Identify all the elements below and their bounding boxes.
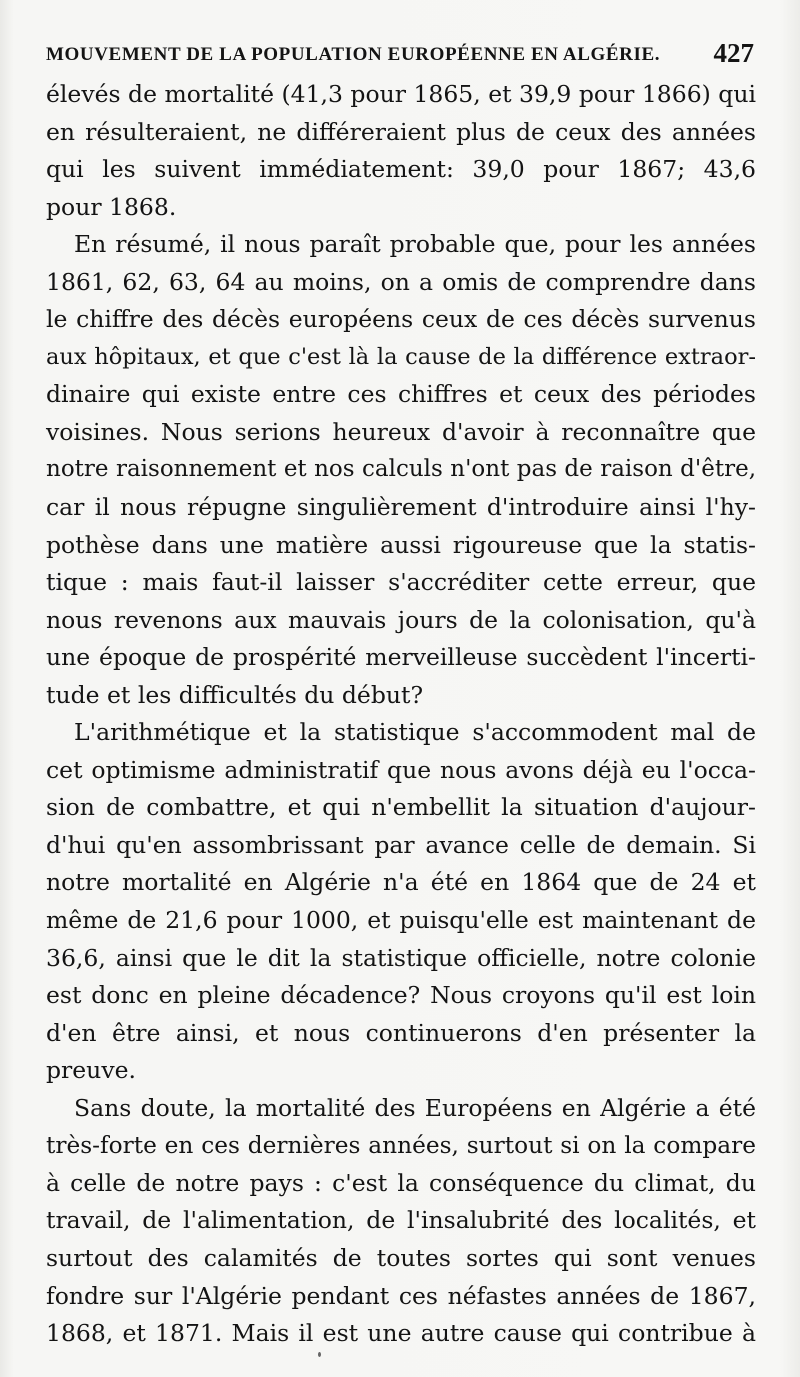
- text-line: élevés de mortalité (41,3 pour 1865, et 39,9 pour 1866) qui: [46, 80, 756, 108]
- text-line: L'arithmétique et la statistique s'accommodent mal de: [74, 718, 756, 747]
- text-line: travail, de l'alimentation, de l'insalubrité des localités, et: [46, 1206, 756, 1235]
- text-line: En résumé, il nous paraît probable que, pour les années: [74, 230, 756, 259]
- text-line: d'hui qu'en assombrissant par avance celle de demain. Si: [46, 830, 756, 859]
- text-line: à celle de notre pays : c'est la conséquence du climat, du: [46, 1168, 756, 1197]
- text-line: aux hôpitaux, et que c'est là la cause de la différence extraor-: [46, 343, 756, 370]
- text-line: pothèse dans une matière aussi rigoureuse que la statis-: [46, 530, 756, 559]
- ink-speck: [318, 1352, 321, 1357]
- page-number: 427: [713, 38, 754, 68]
- text-line: pour 1868.: [46, 192, 177, 221]
- page-header: [46, 38, 754, 74]
- text-line: est donc en pleine décadence? Nous croyons qu'il est loin: [46, 981, 756, 1010]
- text-line: 1868, et 1871. Mais il est une autre cause qui contribue à: [46, 1319, 756, 1348]
- text-line: notre raisonnement et nos calculs n'ont pas de raison d'être,: [46, 456, 756, 483]
- running-head: MOUVEMENT DE LA POPULATION EUROPÉENNE EN ALGÉRIE.: [46, 44, 661, 65]
- text-line: cet optimisme administratif que nous avons déjà eu l'occa-: [46, 755, 756, 784]
- text-line: car il nous répugne singulièrement d'introduire ainsi l'hy-: [46, 493, 756, 522]
- text-line: nous revenons aux mauvais jours de la colonisation, qu'à: [46, 605, 756, 634]
- text-line: 1861, 62, 63, 64 au moins, on a omis de comprendre dans: [46, 267, 756, 296]
- text-line: tique : mais faut-il laisser s'accréditer cette erreur, que: [46, 568, 756, 597]
- text-line: le chiffre des décès européens ceux de ces décès survenus: [46, 305, 756, 334]
- text-line: tude et les difficultés du début?: [46, 680, 424, 709]
- text-line: dinaire qui existe entre ces chiffres et ceux des périodes: [46, 380, 756, 409]
- text-line: preuve.: [46, 1056, 136, 1085]
- text-line: d'en être ainsi, et nous continuerons d'en présenter la: [46, 1018, 756, 1047]
- text-line: 36,6, ainsi que le dit la statistique officielle, notre colonie: [46, 943, 756, 972]
- text-line: sion de combattre, et qui n'embellit la situation d'aujour-: [46, 793, 756, 822]
- text-line: même de 21,6 pour 1000, et puisqu'elle est maintenant de: [46, 906, 756, 935]
- body-text: [46, 76, 756, 1353]
- text-line: Sans doute, la mortalité des Européens en Algérie a été: [74, 1093, 756, 1122]
- text-line: en résulteraient, ne différeraient plus de ceux des années: [46, 117, 756, 146]
- text-line: qui les suivent immédiatement: 39,0 pour 1867; 43,6: [46, 155, 756, 184]
- text-line: voisines. Nous serions heureux d'avoir à reconnaître que: [46, 417, 756, 446]
- text-line: fondre sur l'Algérie pendant ces néfastes années de 1867,: [46, 1281, 756, 1310]
- text-line: notre mortalité en Algérie n'a été en 1864 que de 24 et: [46, 868, 756, 897]
- text-line: très-forte en ces dernières années, surtout si on la compare: [46, 1132, 756, 1160]
- text-line: surtout des calamités de toutes sortes qui sont venues: [46, 1243, 756, 1272]
- text-line: une époque de prospérité merveilleuse succèdent l'incerti-: [46, 643, 756, 672]
